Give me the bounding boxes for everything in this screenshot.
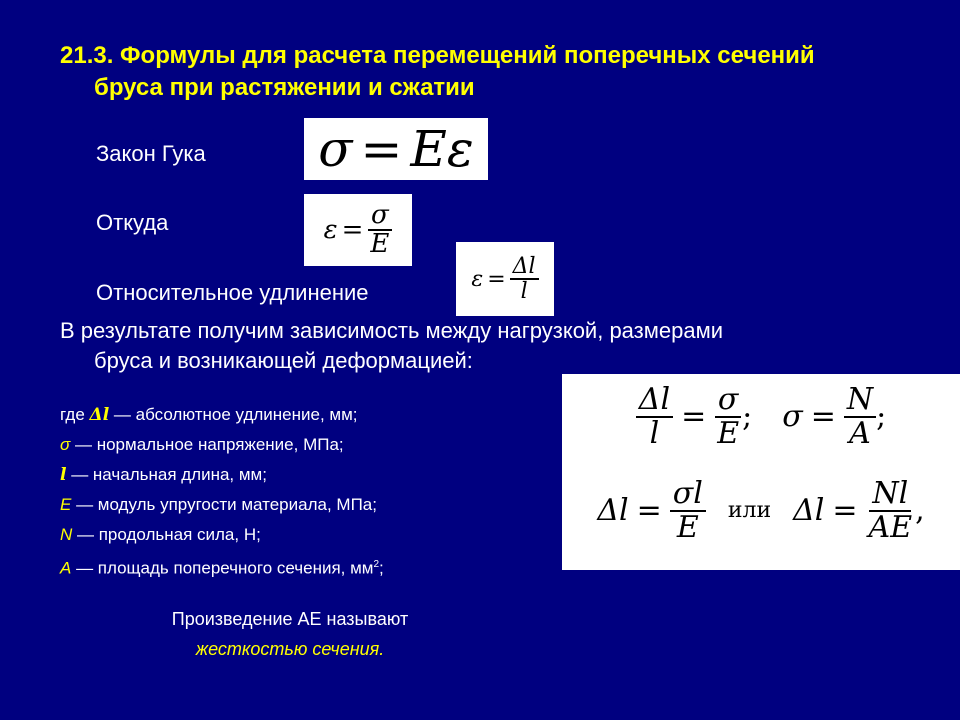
legend-symbol: A [60, 558, 72, 578]
formula-epsilon: ε [471, 266, 484, 292]
label-whence: Откуда [96, 210, 169, 235]
note-line-1: Произведение АЕ называют [171, 609, 409, 629]
result-paragraph [60, 316, 920, 376]
formula-sigma: σ [782, 399, 803, 434]
fraction-nl-over-ae [866, 478, 916, 543]
symbol-legend [60, 400, 580, 584]
title-line-2: бруса при растяжении и сжатии [94, 74, 475, 101]
formula-equals: = [636, 493, 662, 528]
formula-row-1 [562, 384, 960, 449]
legend-text: — начальная длина, мм; [66, 465, 267, 484]
label-hooke-law: Закон Гука [96, 141, 206, 166]
denominator: A [849, 415, 871, 451]
legend-tail: ; [379, 558, 384, 578]
legend-text: — площадь поперечного сечения, мм [71, 558, 374, 578]
numerator: Δl [636, 384, 673, 418]
title-line-1: 21.3. Формулы для расчета перемещений поперечных сечений [60, 42, 815, 69]
formula-equals: = [341, 215, 364, 245]
legend-row-l [60, 460, 580, 490]
numerator: σ [368, 202, 392, 231]
fraction-dl-over-l [510, 255, 539, 303]
formula-epsilon: ε [323, 215, 338, 245]
formula-epsilon: ε [446, 120, 474, 178]
stiffness-note [60, 604, 520, 664]
fraction-dl-over-l [636, 384, 673, 449]
legend-row-delta-l [60, 400, 580, 430]
numerator: σ [715, 384, 741, 418]
formula-panel-elongation [562, 374, 960, 570]
legend-text: — модуль упругости материала, МПа; [71, 495, 377, 514]
legend-symbol: Δl [89, 405, 110, 425]
formula-hooke [304, 118, 488, 180]
numerator: Δl [510, 255, 539, 280]
denominator: E [717, 415, 740, 451]
denominator: E [370, 229, 390, 259]
formula-strain-stress [304, 194, 412, 266]
legend-symbol: N [60, 525, 73, 544]
legend-text: — нормальное напряжение, МПа; [70, 435, 344, 454]
legend-text: — абсолютное удлинение, мм; [109, 405, 358, 424]
formula-equals: = [487, 266, 506, 292]
legend-superscript: 2 [373, 559, 380, 570]
denominator: l [649, 415, 660, 451]
fraction-sigma-over-e [367, 199, 392, 259]
paragraph-line-1: В результате получим зависимость между нагрузкой, размерами [60, 318, 723, 343]
numerator: σl [670, 478, 706, 512]
denominator: E [676, 509, 699, 545]
formula-delta-l: Δl [597, 493, 629, 528]
legend-row-e [60, 490, 580, 520]
fraction-sigma-over-e [714, 384, 742, 449]
fraction-sigma-l-over-e [670, 478, 706, 543]
formula-equals: = [810, 399, 836, 434]
formula-e: E [410, 120, 447, 178]
formula-strain-length [456, 242, 554, 316]
denominator: l [520, 279, 528, 304]
fraction-n-over-a [844, 384, 876, 449]
formula-semicolon: ; [876, 399, 887, 434]
note-line-2: жесткостью сечения. [195, 639, 385, 659]
formula-equals: = [681, 399, 707, 434]
legend-symbol: l [60, 465, 67, 485]
formula-equals: = [832, 493, 858, 528]
paragraph-line-2: бруса и возникающей деформацией: [94, 348, 473, 373]
numerator: Nl [869, 478, 911, 512]
denominator: AE [868, 509, 913, 545]
formula-delta-l: Δl [793, 493, 825, 528]
numerator: N [844, 384, 876, 418]
legend-where: где [60, 405, 85, 424]
formula-equals: = [360, 120, 403, 178]
formula-comma: , [915, 493, 925, 528]
slide-title [60, 40, 920, 104]
legend-text: — продольная сила, Н; [72, 525, 261, 544]
legend-symbol: σ [60, 435, 71, 454]
formula-semicolon: ; [742, 399, 753, 434]
legend-row-sigma [60, 430, 580, 460]
legend-symbol: E [60, 495, 72, 514]
legend-row-n [60, 520, 580, 550]
formula-or: или [727, 498, 772, 523]
formula-sigma: σ [318, 120, 353, 178]
formula-row-2 [562, 478, 960, 543]
legend-row-a [60, 550, 580, 584]
label-relative-elongation: Относительное удлинение [96, 280, 369, 305]
